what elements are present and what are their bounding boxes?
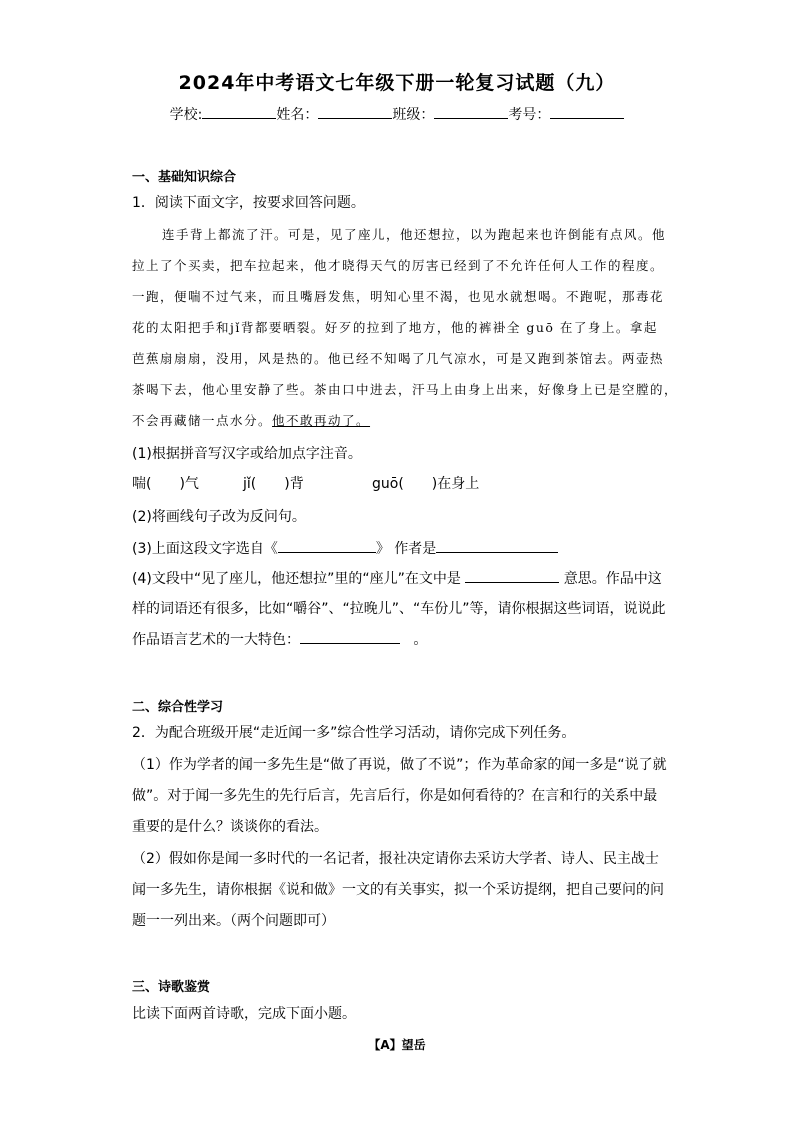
author-blank[interactable] [436,538,558,553]
passage-line-last [132,411,370,429]
meaning-blank[interactable] [465,568,559,583]
student-info-line [0,104,794,124]
sub3-mid: 》 作者是 [375,541,437,557]
sub4-text-b: 意思。作品中这 [563,571,662,587]
task1-line: 重要的是什么？谈谈你的看法。 [132,819,328,835]
school-blank[interactable] [202,104,276,119]
task2-line: 闻一多先生，请你根据《说和做》一文的有关事实，拟一个采访提纲，把自己要问的问 [132,882,664,898]
sub4-text-c: 作品语言艺术的一大特色： [132,632,300,648]
sub3-prefix: (3)上面这段文字选自《 [132,541,278,557]
pinyin-item-chuan[interactable]: 喘( )气 [132,476,199,492]
sub-question-4-line1 [132,568,662,588]
passage-line: 一跑，便喘不过气来，而且嘴唇发焦，明知心里不渴，也见水就想喝。不跑呢，那毒花 [132,289,665,304]
task2-line: （2）假如你是闻一多时代的一名记者，报社决定请你去采访大学者、诗人、民主战士 [132,851,659,867]
sub4-period: 。 [413,632,428,648]
page-title: 2024年中考语文七年级下册一轮复习试题（九） [178,72,616,94]
sub-question-4-line2: 样的词语还有很多，比如“嚼谷”、“拉晚儿”、“车份儿”等，请你根据这些词语，说说此 [132,601,666,617]
task1-line: （1）作为学者的闻一多先生是“做了再说，做了不说”；作为革命家的闻一多是“说了就 [132,757,667,773]
question2-stem: 2．为配合班级开展“走近闻一多”综合性学习活动，请你完成下列任务。 [132,725,576,741]
passage-line: 拉上了个买卖，把车拉起来，他才晓得天气的厉害已经到了不允许任何人工作的程度。 [132,258,665,273]
school-label: 学校: [169,107,203,123]
section3-heading: 三、诗歌鉴赏 [132,980,211,995]
passage-line: 连手背上都流了汗。可是，见了座儿，他还想拉，以为跑起来也许倒能有点风。他 [162,227,667,242]
pinyin-item-guo[interactable]: guō( )在身上 [372,476,480,492]
class-blank[interactable] [434,104,508,119]
sub-question-1: (1)根据拼音写汉字或给加点字注音。 [132,446,362,462]
task1-line: 做”。对于闻一多先生的先行后言，先言后行，你是如何看待的？在言和行的关系中最 [132,788,658,804]
task2-line: 题一一列出来。（两个问题即可） [132,913,335,929]
feature-blank[interactable] [300,629,400,644]
name-blank[interactable] [318,104,392,119]
exam-no-blank[interactable] [550,104,624,119]
section1-heading: 一、基础知识综合 [132,170,237,185]
exam-no-label: 考号： [508,107,551,123]
sub-question-4-line3 [132,629,427,649]
name-label: 姓名： [276,107,319,123]
poem-title: 【A】望岳 [368,1038,426,1052]
sub-question-3 [132,538,558,558]
section3-intro: 比读下面两首诗歌，完成下面小题。 [132,1006,356,1022]
passage-line: 花的太阳把手和jǐ背都要晒裂。好歹的拉到了地方，他的裤褂全 guō 在了身上。拿起 [132,320,658,335]
passage-last-plain: 不会再藏储一点水分。 [132,413,273,428]
pinyin-item-ji[interactable]: jǐ( )背 [243,476,304,492]
question1-stem: 1．阅读下面文字，按要求回答问题。 [132,195,365,211]
passage-line: 茶喝下去，他心里安静了些。茶由口中进去，汗马上由身上出来，好像身上已是空膛的， [132,382,679,397]
class-label: 班级： [392,107,435,123]
section2-heading: 二、综合性学习 [132,700,224,715]
underlined-sentence: 他不敢再动了。 [272,413,371,428]
sub-question-2: (2)将画线句子改为反问句。 [132,509,306,525]
book-title-blank[interactable] [278,538,376,553]
passage-line: 芭蕉扇扇扇，没用，风是热的。他已经不知喝了几气凉水，可是又跑到茶馆去。两壶热 [132,351,665,366]
sub4-text-a: (4)文段中“见了座儿，他还想拉”里的“座儿”在文中是 [132,571,461,587]
